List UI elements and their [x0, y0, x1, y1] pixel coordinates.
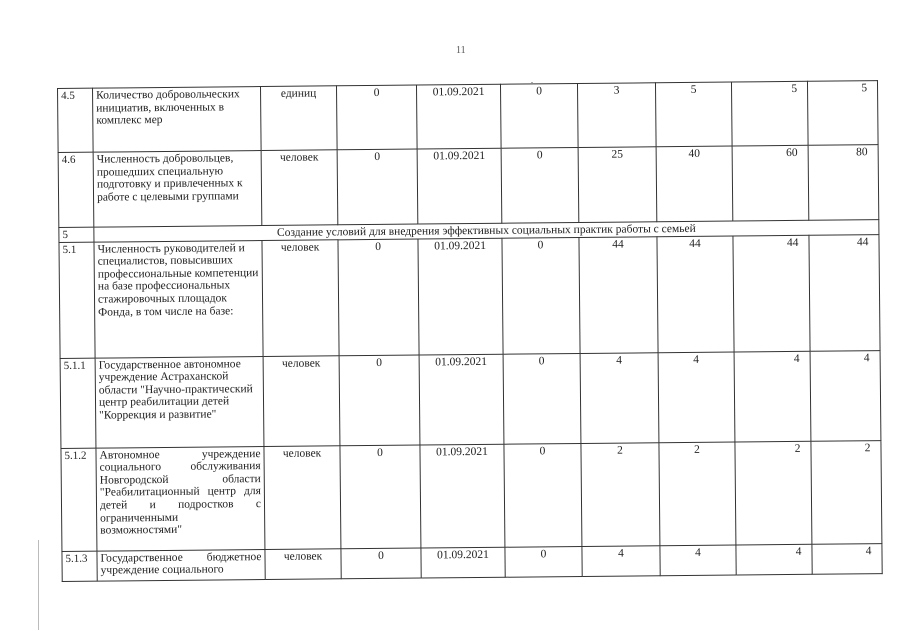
indicator-name: Государственное бюджетное учреждение социального	[97, 549, 265, 581]
value-cell: 5	[655, 82, 732, 147]
unit-cell: человек	[261, 150, 338, 226]
value-cell: 2	[581, 442, 660, 546]
value-cell: 25	[578, 147, 657, 223]
row-number: 5.1.2	[61, 448, 97, 551]
value-cell: 60	[732, 145, 809, 221]
value-cell: 4	[812, 543, 882, 574]
base-value-cell: 0	[339, 355, 420, 446]
base-value-cell: 0	[337, 149, 418, 225]
value-cell: 0	[501, 148, 579, 224]
base-date-cell: 01.09.2021	[418, 238, 503, 355]
section-number: 5	[59, 227, 94, 242]
table-row	[58, 145, 879, 228]
unit-cell: человек	[263, 355, 340, 446]
value-cell: 3	[577, 83, 656, 148]
unit-cell: человек	[265, 548, 341, 579]
value-cell: 4	[810, 350, 881, 441]
value-cell: 0	[504, 443, 582, 547]
indicator-name: Количество добровольческих инициатив, включенных в комплекс мер	[93, 87, 262, 153]
value-cell: 4	[734, 351, 811, 442]
base-value-cell: 0	[340, 445, 421, 549]
base-value-cell: 0	[341, 548, 421, 579]
base-date-cell: 01.09.2021	[421, 547, 505, 578]
value-cell: 0	[502, 237, 580, 354]
value-cell: 44	[733, 235, 810, 352]
indicators-table	[57, 80, 883, 581]
unit-cell: человек	[264, 445, 341, 549]
row-number: 4.5	[58, 88, 94, 152]
value-cell: 4	[660, 545, 736, 576]
value-cell: 5	[731, 81, 808, 146]
base-date-cell: 01.09.2021	[416, 84, 501, 149]
row-number: 5.1	[59, 242, 95, 358]
value-cell: 4	[736, 544, 812, 575]
value-cell: 5	[807, 81, 878, 146]
value-cell: 4	[658, 352, 735, 443]
base-value-cell: 0	[338, 239, 419, 356]
value-cell: 4	[582, 545, 660, 576]
value-cell: 44	[657, 236, 734, 353]
scan-edge-mark	[38, 540, 39, 630]
indicator-name: Автономное учреждение социального обслуживания Новгородской области "Реабилитационный центр для детей и подростков с ограниченными возможностями"	[96, 446, 265, 551]
indicator-name: Численность руководителей и специалистов, повысивших профессиональные компетенции на базе профессиональных стажировочных площадок Фонда, в том числе на базе:	[94, 240, 263, 358]
section-title: Создание условий для внедрения эффективных социальных практик работы с семьей	[94, 220, 879, 242]
unit-cell: человек	[262, 239, 339, 356]
base-value-cell: 0	[336, 85, 417, 150]
row-number: 5.1.3	[62, 551, 97, 581]
base-date-cell: 01.09.2021	[417, 148, 502, 224]
indicator-name: Численность добровольцев, прошедших специальную подготовку и привлеченных к работе с целевыми группами	[93, 151, 262, 228]
table-row	[58, 81, 879, 153]
base-date-cell: 01.09.2021	[419, 354, 504, 445]
value-cell: 2	[811, 440, 882, 544]
value-cell: 44	[579, 236, 658, 353]
page-number: 11	[456, 45, 466, 56]
value-cell: 0	[505, 546, 582, 577]
value-cell: 80	[808, 145, 879, 221]
value-cell: 0	[500, 84, 578, 149]
indicator-name: Государственное автономное учреждение Астраханской области "Научно-практический центр реабилитации детей "Коррекция и развитие"	[95, 356, 264, 448]
base-date-cell: 01.09.2021	[420, 444, 505, 548]
value-cell: 2	[659, 442, 736, 546]
table-row	[60, 350, 881, 448]
value-cell: 40	[656, 146, 733, 222]
unit-cell: единиц	[260, 86, 337, 151]
value-cell: 4	[580, 352, 659, 443]
table-wrapper	[57, 80, 900, 582]
row-number: 4.6	[58, 152, 94, 227]
value-cell: 2	[735, 441, 812, 545]
value-cell: 44	[809, 234, 880, 351]
row-number: 5.1.1	[60, 358, 96, 448]
value-cell: 0	[503, 353, 581, 444]
table-row	[59, 234, 880, 358]
table-row	[61, 440, 882, 551]
